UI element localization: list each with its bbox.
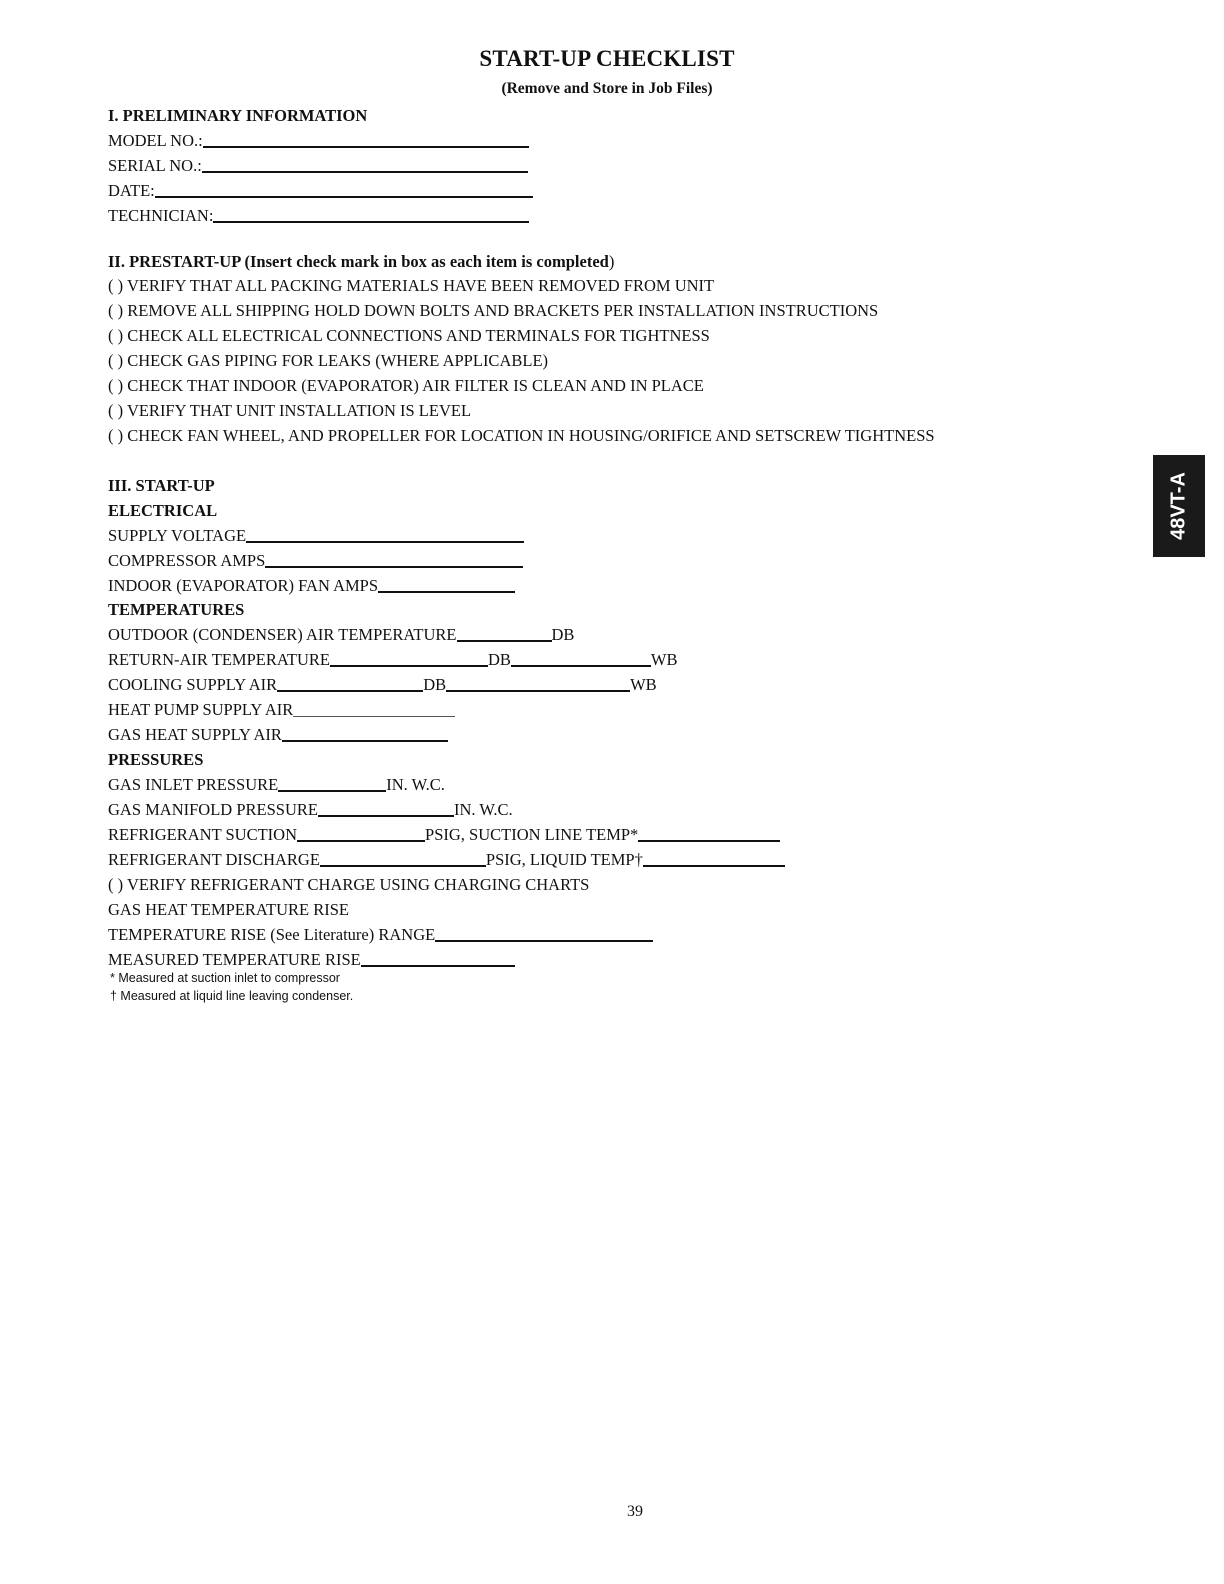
- gas-inlet-pressure-row: GAS INLET PRESSURE IN. W.C.: [108, 775, 445, 794]
- pressures-heading: PRESSURES: [108, 750, 204, 769]
- heat-pump-supply-air-row: HEAT PUMP SUPPLY AIR: [108, 697, 455, 722]
- refrigerant-discharge-row: REFRIGERANT DISCHARGE PSIG, LIQUID TEMP†: [108, 847, 785, 872]
- verify-charge-item[interactable]: ( ) VERIFY REFRIGERANT CHARGE USING CHARGING CHARTS: [108, 875, 590, 894]
- measured-rise-field[interactable]: [361, 965, 515, 967]
- footnote-suction: * Measured at suction inlet to compressor: [110, 971, 340, 985]
- prestart-item[interactable]: ( ) VERIFY THAT ALL PACKING MATERIALS HAVE BEEN REMOVED FROM UNIT: [108, 276, 715, 295]
- cooling-supply-db-field[interactable]: [277, 690, 423, 692]
- technician-field[interactable]: [213, 221, 529, 223]
- gas-heat-supply-field[interactable]: [282, 740, 448, 742]
- outdoor-air-temp-row: OUTDOOR (CONDENSER) AIR TEMPERATURE DB: [108, 625, 575, 644]
- technician-row: TECHNICIAN:: [108, 203, 529, 228]
- prestart-item[interactable]: ( ) CHECK ALL ELECTRICAL CONNECTIONS AND TERMINALS FOR TIGHTNESS: [108, 326, 710, 345]
- gas-manifold-pressure-field[interactable]: [318, 815, 454, 817]
- date-row: DATE:: [108, 178, 533, 203]
- electrical-heading: ELECTRICAL: [108, 501, 218, 520]
- page-number: 39: [627, 1503, 643, 1520]
- cooling-supply-wb-field[interactable]: [446, 690, 630, 692]
- gas-heat-rise-label: GAS HEAT TEMPERATURE RISE: [108, 900, 349, 919]
- gas-heat-supply-air-row: GAS HEAT SUPPLY AIR: [108, 722, 448, 747]
- page-subtitle: (Remove and Store in Job Files): [501, 80, 713, 97]
- prestart-item[interactable]: ( ) CHECK THAT INDOOR (EVAPORATOR) AIR FILTER IS CLEAN AND IN PLACE: [108, 376, 704, 395]
- return-air-db-field[interactable]: [330, 665, 488, 667]
- model-no-row: MODEL NO.:: [108, 128, 529, 153]
- indoor-fan-amps-row: INDOOR (EVAPORATOR) FAN AMPS: [108, 573, 515, 598]
- suction-line-temp-field[interactable]: [638, 840, 780, 842]
- model-no-field[interactable]: [203, 146, 529, 148]
- prestart-item[interactable]: ( ) CHECK GAS PIPING FOR LEAKS (WHERE APPLICABLE): [108, 351, 549, 370]
- heat-pump-supply-field[interactable]: [293, 716, 455, 717]
- temp-rise-range-field[interactable]: [435, 940, 653, 942]
- supply-voltage-field[interactable]: [246, 541, 524, 543]
- footnote-liquid: † Measured at liquid line leaving condenser.: [110, 989, 354, 1003]
- return-air-temp-row: RETURN-AIR TEMPERATURE DB WB: [108, 650, 678, 669]
- refrigerant-discharge-field[interactable]: [320, 865, 486, 867]
- refrigerant-suction-field[interactable]: [297, 840, 425, 842]
- temperatures-heading: TEMPERATURES: [108, 600, 245, 619]
- measured-rise-row: MEASURED TEMPERATURE RISE: [108, 947, 515, 972]
- return-air-wb-field[interactable]: [511, 665, 651, 667]
- side-tab: [1153, 455, 1205, 557]
- gas-manifold-pressure-row: GAS MANIFOLD PRESSURE IN. W.C.: [108, 800, 513, 819]
- section3-heading: III. START-UP: [108, 476, 215, 495]
- temp-rise-range-row: TEMPERATURE RISE (See Literature) RANGE: [108, 922, 653, 947]
- serial-no-row: SERIAL NO.:: [108, 153, 528, 178]
- supply-voltage-row: SUPPLY VOLTAGE: [108, 523, 524, 548]
- compressor-amps-field[interactable]: [265, 566, 523, 568]
- prestart-item[interactable]: ( ) VERIFY THAT UNIT INSTALLATION IS LEVEL: [108, 401, 472, 420]
- refrigerant-suction-row: REFRIGERANT SUCTION PSIG, SUCTION LINE TEMP*: [108, 822, 780, 847]
- date-field[interactable]: [155, 196, 533, 198]
- compressor-amps-row: COMPRESSOR AMPS: [108, 548, 523, 573]
- prestart-item[interactable]: ( ) REMOVE ALL SHIPPING HOLD DOWN BOLTS AND BRACKETS PER INSTALLATION INSTRUCTIONS: [108, 301, 879, 320]
- side-tab-label: 48VT-A: [1167, 472, 1190, 540]
- outdoor-air-db-field[interactable]: [457, 640, 552, 642]
- gas-inlet-pressure-field[interactable]: [278, 790, 386, 792]
- prestart-item[interactable]: ( ) CHECK FAN WHEEL, AND PROPELLER FOR LOCATION IN HOUSING/ORIFICE AND SETSCREW TIGHTNESS: [108, 426, 935, 445]
- serial-no-field[interactable]: [202, 171, 528, 173]
- cooling-supply-air-row: COOLING SUPPLY AIR DB WB: [108, 675, 657, 694]
- section1-heading: I. PRELIMINARY INFORMATION: [108, 106, 368, 125]
- liquid-temp-field[interactable]: [643, 865, 785, 867]
- indoor-fan-amps-field[interactable]: [378, 591, 515, 593]
- section2-heading: II. PRESTART-UP (Insert check mark in box as each item is completed ): [108, 252, 615, 271]
- page-title: START-UP CHECKLIST: [479, 46, 735, 71]
